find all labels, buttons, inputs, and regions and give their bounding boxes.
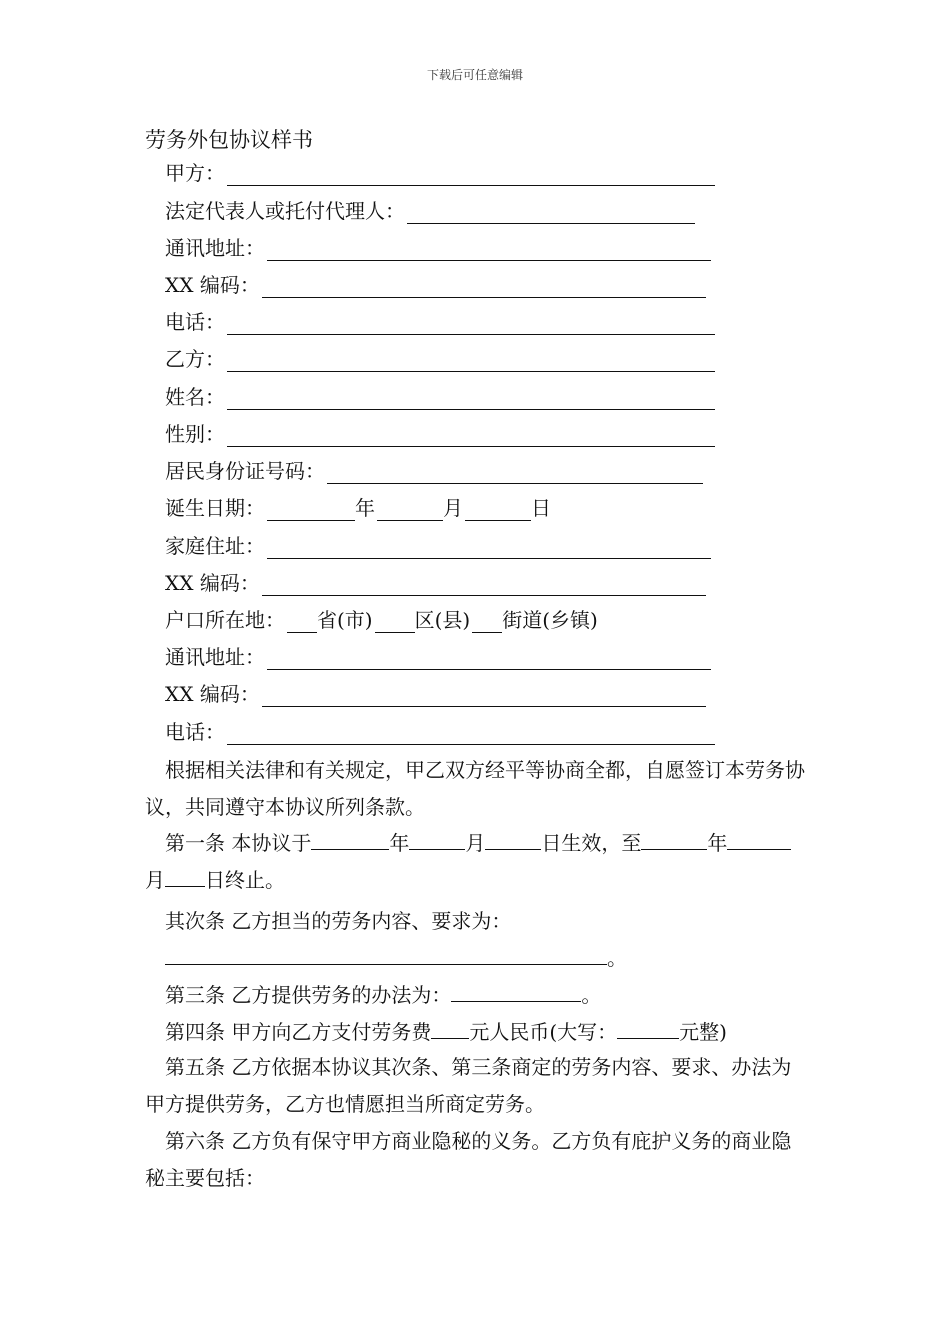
name-label: 姓名： xyxy=(165,385,225,409)
address-b-label: 通讯地址： xyxy=(165,645,265,669)
phone-b-blank[interactable] xyxy=(227,722,715,745)
clause-1-day2-blank[interactable] xyxy=(165,866,205,887)
clause-1-month2-blank[interactable] xyxy=(727,829,791,850)
clause-3 xyxy=(165,979,601,1008)
clause-1-year-blank[interactable] xyxy=(311,829,389,850)
clause-1-start: 第一条 本协议于 xyxy=(165,831,312,855)
phone-b-label: 电话： xyxy=(165,720,225,744)
clause-3-blank[interactable] xyxy=(451,981,581,1002)
phone-a-blank[interactable] xyxy=(227,312,715,335)
clause-4-words-blank[interactable] xyxy=(617,1018,679,1039)
birth-day-blank[interactable] xyxy=(465,498,531,521)
clause-1-month2: 月 xyxy=(145,868,165,892)
hukou-street-label: 街道(乡镇) xyxy=(502,608,598,632)
address-b-blank[interactable] xyxy=(267,647,711,670)
gender-label: 性别： xyxy=(165,422,225,446)
clause-1-month-blank[interactable] xyxy=(409,829,465,850)
party-b-blank[interactable] xyxy=(227,349,715,372)
party-b-field xyxy=(165,342,715,372)
page-header-note: 下载后可任意编辑 xyxy=(426,68,523,82)
clause-4 xyxy=(165,1016,727,1045)
postcode-a-label: XX 编码： xyxy=(165,273,260,297)
gender-blank[interactable] xyxy=(227,424,715,447)
document-title: 劳务外包协议样书 xyxy=(145,128,313,152)
address-a-blank[interactable] xyxy=(267,238,711,261)
legal-rep-blank[interactable] xyxy=(407,201,695,224)
hukou-label: 户口所在地： xyxy=(165,608,285,632)
name-field xyxy=(165,380,715,410)
clause-1-year: 年 xyxy=(389,831,410,855)
clause-3-end: 。 xyxy=(581,983,602,1007)
clause-1-day-blank[interactable] xyxy=(485,829,541,850)
clause-4-mid: 元人民币(大写： xyxy=(469,1020,618,1044)
birth-month-blank[interactable] xyxy=(377,498,443,521)
phone-a-field xyxy=(165,305,715,335)
hukou-field xyxy=(165,603,598,633)
hukou-province-label: 省(市) xyxy=(317,608,373,632)
hukou-district-label: 区(县) xyxy=(414,608,471,632)
id-number-field xyxy=(165,454,703,484)
clause-2: 其次条 乙方担当的劳务内容、要求为： xyxy=(165,909,512,933)
birth-month-label: 月 xyxy=(443,496,463,520)
phone-a-label: 电话： xyxy=(165,310,225,334)
home-address-blank[interactable] xyxy=(267,536,711,559)
party-a-label: 甲方： xyxy=(165,161,225,185)
party-b-label: 乙方： xyxy=(165,347,225,371)
postcode-b-blank[interactable] xyxy=(262,573,706,596)
clause-2-end: 。 xyxy=(607,946,627,970)
address-a-field xyxy=(165,231,711,261)
clause-4-text: 第四条 甲方向乙方支付劳务费 xyxy=(165,1020,432,1044)
clause-1-year2: 年 xyxy=(707,831,728,855)
clause-1-month: 月 xyxy=(465,831,486,855)
clause-1 xyxy=(145,825,810,899)
home-address-label: 家庭住址： xyxy=(165,534,265,558)
birth-label: 诞生日期： xyxy=(165,496,265,520)
address-b-field xyxy=(165,640,711,670)
id-number-label: 居民身份证号码： xyxy=(165,459,325,483)
postcode-b-label: XX 编码： xyxy=(165,571,260,595)
name-blank[interactable] xyxy=(227,387,715,410)
clause-6: 第六条 乙方负有保守甲方商业隐秘的义务。乙方负有庇护义务的商业隐秘主要包括： xyxy=(145,1129,792,1190)
home-address-field xyxy=(165,529,711,559)
postcode-b-field xyxy=(165,566,706,596)
intro-paragraph: 根据相关法律和有关规定，甲乙双方经平等协商全都，自愿签订本劳务协议，共同遵守本协议所列条款。 xyxy=(145,758,805,819)
legal-rep-label: 法定代表人或托付代理人： xyxy=(165,199,405,223)
clause-4-amount-blank[interactable] xyxy=(431,1018,469,1039)
postcode-c-blank[interactable] xyxy=(262,684,706,707)
postcode-a-blank[interactable] xyxy=(262,275,706,298)
postcode-c-field xyxy=(165,677,706,707)
clause-2-blank[interactable] xyxy=(165,944,607,965)
clause-3-text: 第三条 乙方提供劳务的办法为： xyxy=(165,983,452,1007)
hukou-province-blank[interactable] xyxy=(287,610,317,633)
clause-1-year2-blank[interactable] xyxy=(641,829,707,850)
birth-year-label: 年 xyxy=(355,496,375,520)
party-a-field xyxy=(165,156,715,186)
clause-2-answer xyxy=(165,942,627,971)
id-number-blank[interactable] xyxy=(327,461,703,484)
party-a-blank[interactable] xyxy=(227,163,715,186)
birth-day-label: 日 xyxy=(531,496,551,520)
postcode-c-label: XX 编码： xyxy=(165,682,260,706)
phone-b-field xyxy=(165,715,715,745)
legal-rep-field xyxy=(165,194,695,224)
gender-field xyxy=(165,417,715,447)
postcode-a-field xyxy=(165,268,706,298)
hukou-district-blank[interactable] xyxy=(375,610,415,633)
birth-field xyxy=(165,491,551,521)
address-a-label: 通讯地址： xyxy=(165,236,265,260)
clause-5: 第五条 乙方依据本协议其次条、第三条商定的劳务内容、要求、办法为甲方提供劳务，乙方也情愿担当所商定劳务。 xyxy=(145,1055,792,1116)
hukou-street-blank[interactable] xyxy=(472,610,502,633)
birth-year-blank[interactable] xyxy=(267,498,355,521)
clause-1-day: 日生效，至 xyxy=(541,831,642,855)
clause-4-end: 元整) xyxy=(679,1020,727,1044)
clause-1-end: 日终止。 xyxy=(205,868,285,892)
